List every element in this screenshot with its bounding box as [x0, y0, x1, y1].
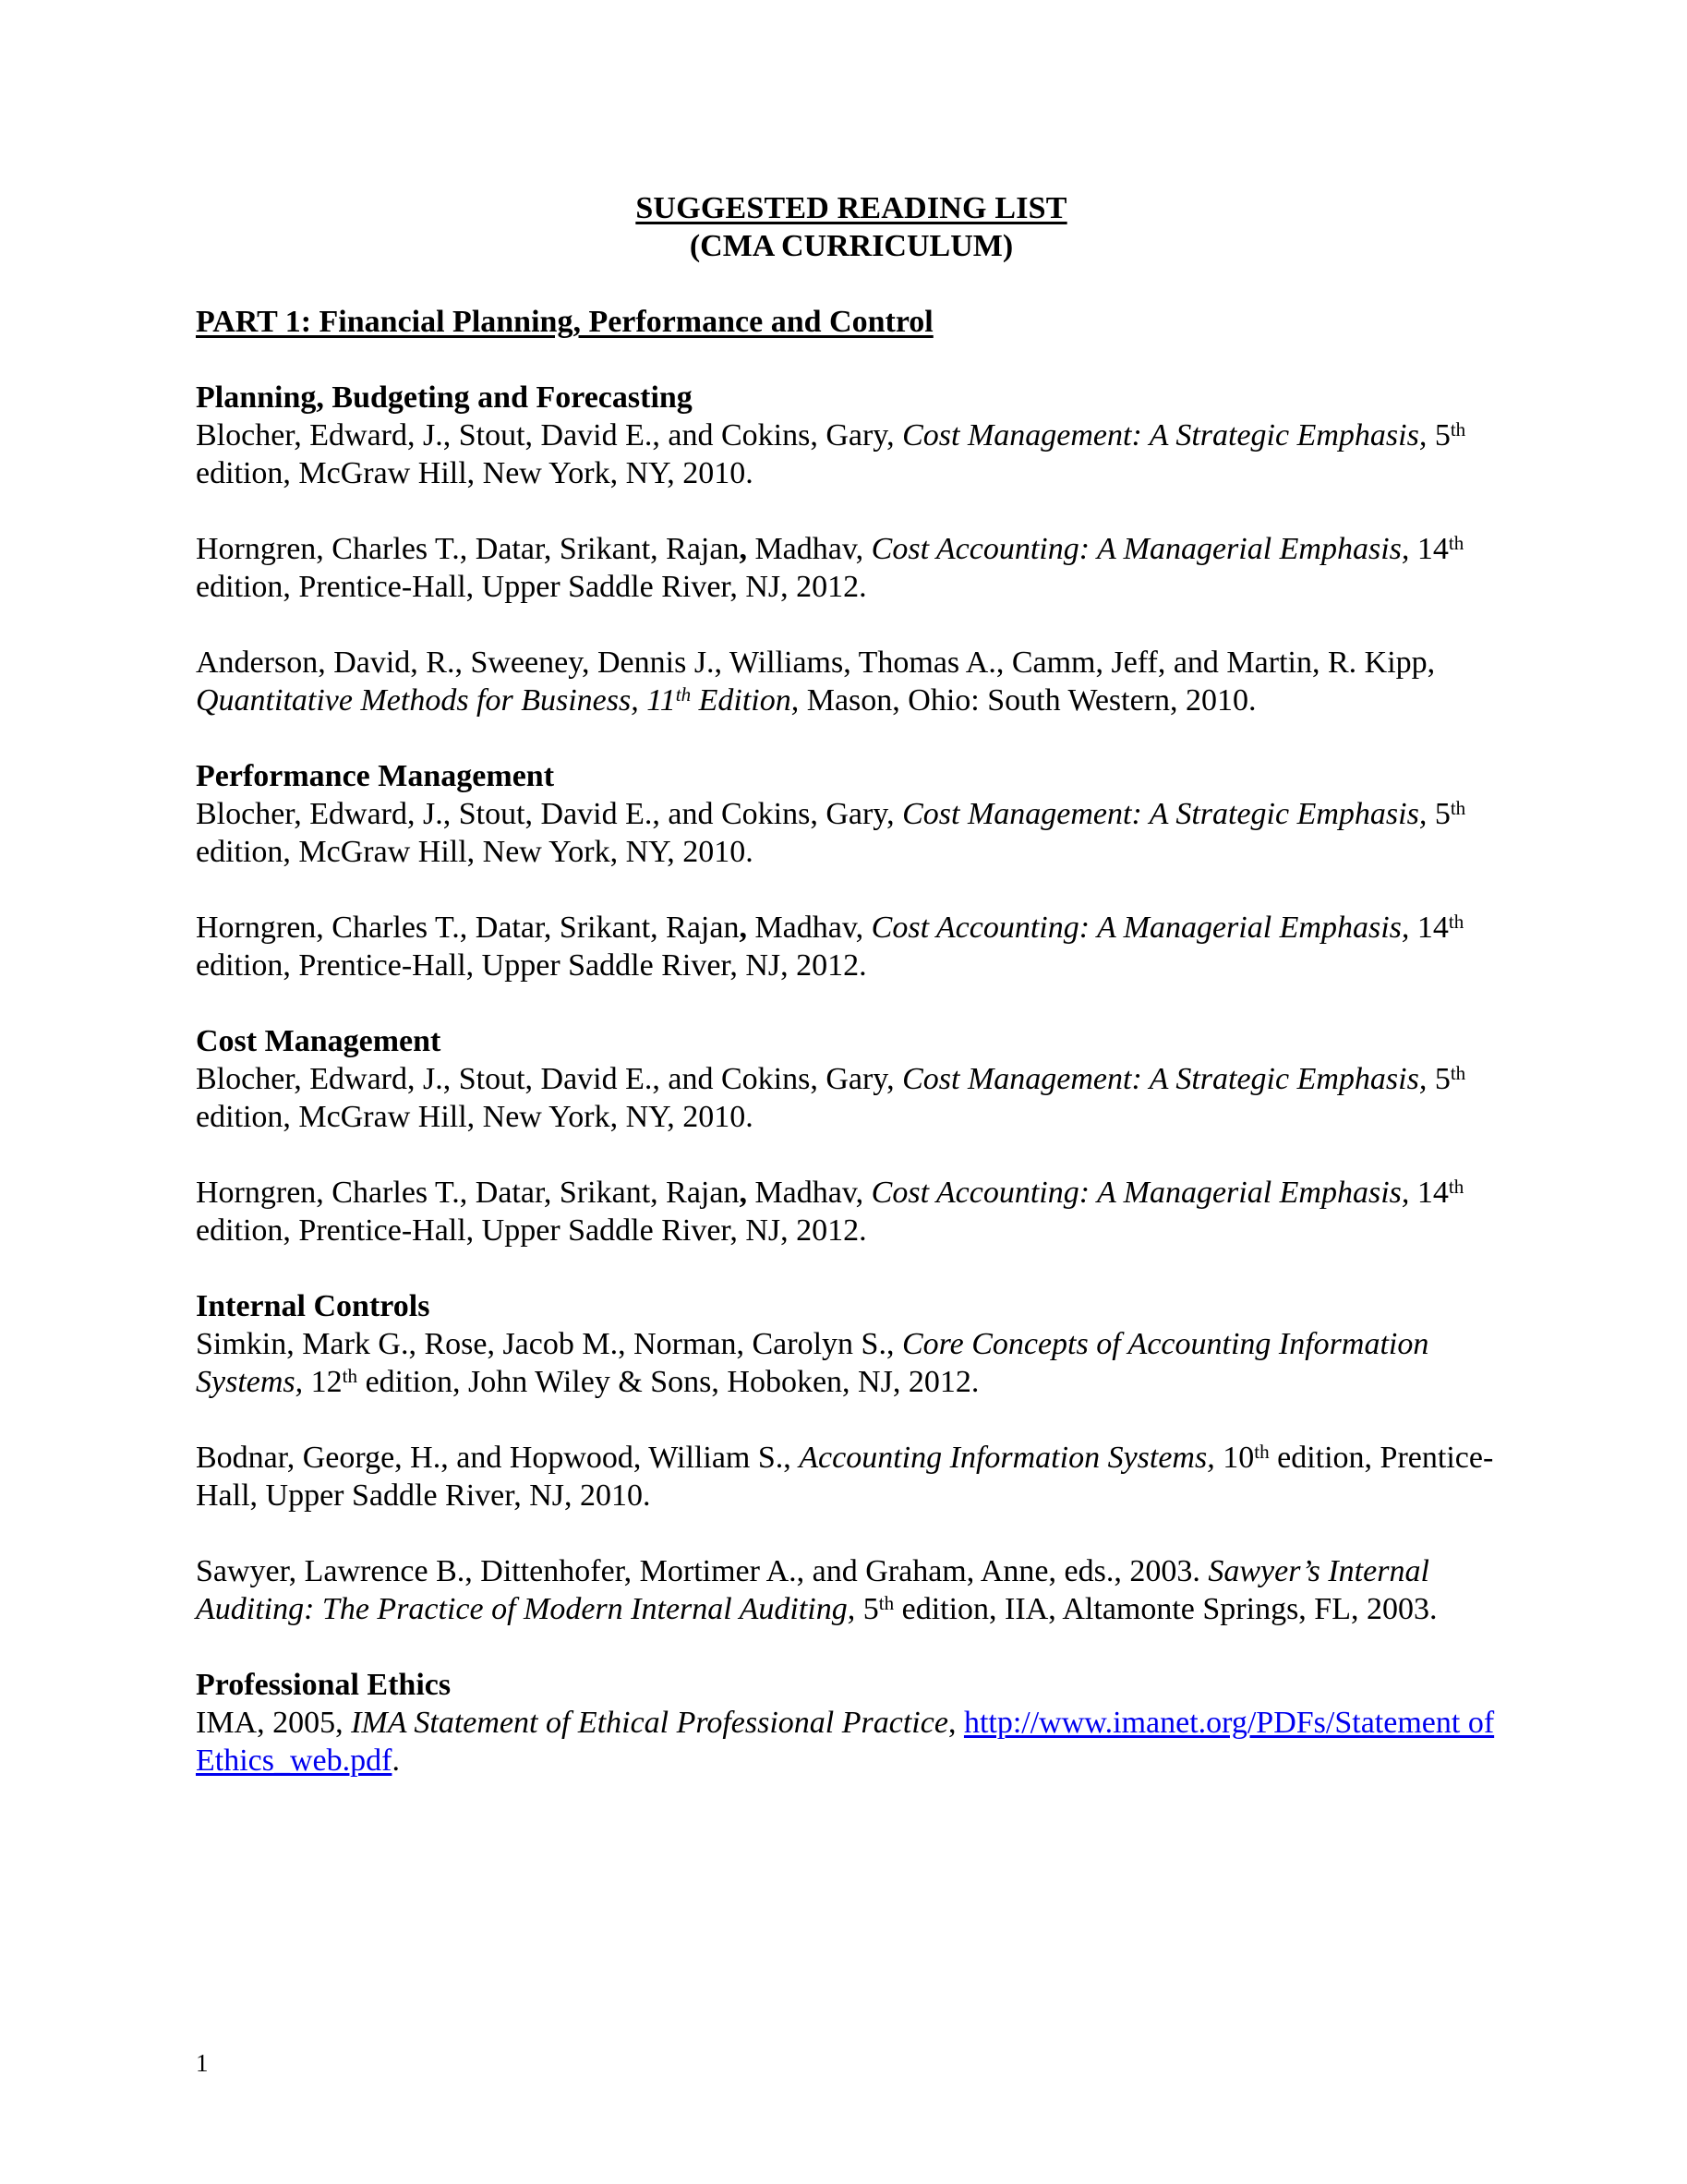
- citation-publication: edition, John Wiley & Sons, Hoboken, NJ, 2012.: [357, 1365, 980, 1399]
- citation-publication: edition, Prentice-Hall, Upper Saddle River, NJ, 2012.: [196, 1213, 867, 1248]
- citation-edition-ordinal: th: [1254, 1440, 1270, 1463]
- citation-authors: Bodnar, George, H., and Hopwood, William S.,: [196, 1441, 800, 1475]
- citation-title: Cost Management: A Strategic Emphasis,: [902, 418, 1428, 452]
- citation-terminal-period: .: [392, 1744, 400, 1778]
- document-subtitle: (CMA CURRICULUM): [689, 229, 1014, 263]
- citation-simkin: [196, 1325, 1507, 1401]
- citation-edition-ordinal: th: [1450, 417, 1466, 440]
- citation-bold-comma: ,: [739, 1176, 747, 1210]
- citation-edition-number: 5: [855, 1592, 879, 1626]
- citation-title: Sawyer’s Internal Auditing: The Practice of Modern Internal Auditing,: [196, 1554, 1429, 1626]
- part-heading-text: PART 1: Financial Planning, Performance and Control: [196, 305, 934, 339]
- citation-publication: edition, Prentice-Hall, Upper Saddle River, NJ, 2010.: [196, 1441, 1494, 1513]
- section-heading-performance: Performance Management: [196, 759, 555, 793]
- document-title: [196, 189, 1507, 227]
- citation-authors: Blocher, Edward, J., Stout, David E., and Cokins, Gary,: [196, 1062, 903, 1096]
- ima-ethics-link[interactable]: http://www.imanet.org/PDFs/Statement of Ethics_web.pdf: [196, 1706, 1495, 1778]
- citation-authors-cont: Madhav,: [746, 911, 872, 945]
- citation-edition-ordinal: th: [1448, 1175, 1464, 1198]
- citation-title: Cost Management: A Strategic Emphasis,: [902, 1062, 1428, 1096]
- citation-title: Cost Accounting: A Managerial Emphasis,: [871, 1176, 1410, 1210]
- citation-edition-number: 5: [1434, 1062, 1451, 1096]
- citation-edition-ordinal: th: [1448, 531, 1464, 554]
- citation-edition-number: 12: [303, 1365, 343, 1399]
- citation-edition-ordinal: th: [1450, 796, 1466, 819]
- citation-authors: Anderson, David, R., Sweeney, Dennis J., Williams, Thomas A., Camm, Jeff, and Martin, R. Kipp,: [196, 646, 1436, 680]
- citation-publication: edition, McGraw Hill, New York, NY, 2010.: [196, 835, 753, 869]
- citation-title: Core Concepts of Accounting Information Systems,: [196, 1327, 1429, 1399]
- citation-title: Cost Accounting: A Managerial Emphasis,: [871, 532, 1410, 566]
- citation-bold-comma: ,: [739, 911, 747, 945]
- section-heading-cost: Cost Management: [196, 1024, 441, 1058]
- citation-blocher-2: [196, 795, 1507, 871]
- citation-title: [196, 683, 799, 718]
- citation-edition-number: 5: [1434, 797, 1451, 831]
- citation-publication: Mason, Ohio: South Western, 2010.: [799, 683, 1257, 718]
- citation-title: Cost Accounting: A Managerial Emphasis,: [871, 911, 1410, 945]
- citation-edition-number: 14: [1416, 1176, 1449, 1210]
- citation-bold-comma: ,: [739, 532, 747, 566]
- citation-authors: Sawyer, Lawrence B., Dittenhofer, Mortimer A., and Graham, Anne, eds., 2003.: [196, 1554, 1209, 1588]
- citation-authors: Blocher, Edward, J., Stout, David E., and Cokins, Gary,: [196, 797, 903, 831]
- citation-edition-ordinal: th: [1448, 910, 1464, 933]
- citation-authors-cont: Madhav,: [746, 532, 872, 566]
- citation-title: Accounting Information Systems,: [799, 1441, 1215, 1475]
- citation-authors: Horngren, Charles T., Datar, Srikant, Rajan: [196, 1176, 740, 1210]
- citation-horngren-2: [196, 909, 1507, 984]
- citation-bodnar: [196, 1439, 1507, 1514]
- citation-publication: edition, IIA, Altamonte Springs, FL, 2003.: [894, 1592, 1438, 1626]
- citation-edition-ordinal: th: [342, 1364, 358, 1387]
- citation-link-separator: ,: [947, 1706, 964, 1740]
- citation-edition-number: 14: [1416, 911, 1449, 945]
- part-heading: [196, 303, 1507, 341]
- page-number: 1: [196, 2049, 209, 2077]
- citation-edition-number: 5: [1434, 418, 1451, 452]
- citation-blocher-3: [196, 1060, 1507, 1136]
- citation-horngren-1: [196, 530, 1507, 606]
- citation-anderson-1: [196, 644, 1507, 719]
- citation-edition-ordinal: th: [675, 682, 692, 706]
- citation-authors: Horngren, Charles T., Datar, Srikant, Rajan: [196, 532, 740, 566]
- citation-edition-number: 10: [1214, 1441, 1255, 1475]
- citation-sawyer: [196, 1552, 1507, 1628]
- citation-title-text: Quantitative Methods for Business, 11: [196, 683, 676, 718]
- citation-title: IMA Statement of Ethical Professional Practice: [351, 1706, 948, 1740]
- citation-edition-ordinal: th: [1450, 1061, 1466, 1084]
- citation-authors: IMA, 2005,: [196, 1706, 352, 1740]
- section-heading-internal-controls: Internal Controls: [196, 1289, 430, 1323]
- citation-authors: Simkin, Mark G., Rose, Jacob M., Norman, Carolyn S.,: [196, 1327, 902, 1361]
- citation-publication: edition, McGraw Hill, New York, NY, 2010.: [196, 1100, 753, 1134]
- citation-blocher-1: [196, 416, 1507, 492]
- section-heading-planning: Planning, Budgeting and Forecasting: [196, 380, 693, 415]
- citation-horngren-3: [196, 1174, 1507, 1249]
- section-heading-professional-ethics: Professional Ethics: [196, 1668, 452, 1702]
- citation-edition-ordinal: th: [878, 1591, 895, 1614]
- citation-authors-cont: Madhav,: [746, 1176, 872, 1210]
- citation-title: Cost Management: A Strategic Emphasis,: [902, 797, 1428, 831]
- citation-publication: edition, McGraw Hill, New York, NY, 2010.: [196, 456, 753, 490]
- citation-publication: edition, Prentice-Hall, Upper Saddle River, NJ, 2012.: [196, 948, 867, 983]
- document-title-text: SUGGESTED READING LIST: [635, 191, 1067, 225]
- citation-ima: [196, 1704, 1507, 1780]
- citation-authors: Blocher, Edward, J., Stout, David E., and Cokins, Gary,: [196, 418, 903, 452]
- citation-title-edition: Edition,: [691, 683, 800, 718]
- document-body: [196, 189, 1507, 1780]
- citation-edition-number: 14: [1416, 532, 1449, 566]
- citation-authors: Horngren, Charles T., Datar, Srikant, Rajan: [196, 911, 740, 945]
- citation-publication: edition, Prentice-Hall, Upper Saddle River, NJ, 2012.: [196, 570, 867, 604]
